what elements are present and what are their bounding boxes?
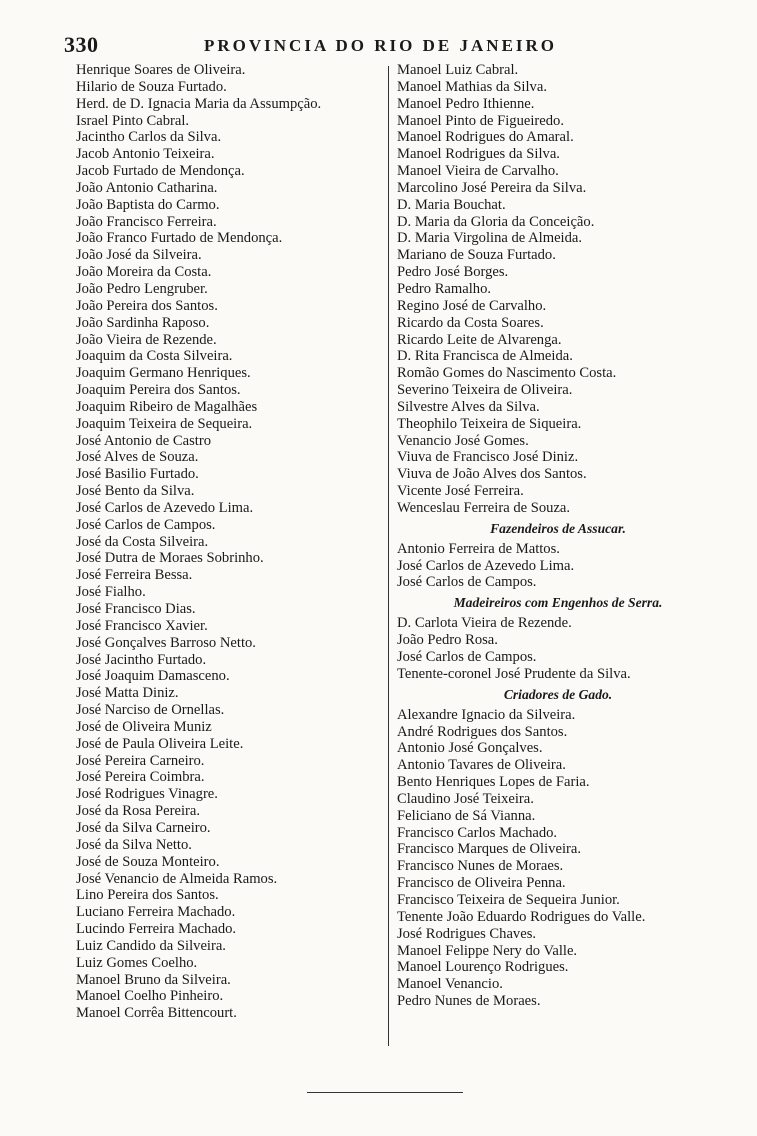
- list-item: José Carlos de Campos.: [397, 574, 537, 591]
- list-item: Lino Pereira dos Santos.: [76, 887, 219, 904]
- list-item: José Rodrigues Chaves.: [397, 925, 537, 942]
- list-item: José Carlos de Azevedo Lima.: [76, 499, 254, 516]
- list-item: José Rodrigues Vinagre.: [76, 786, 218, 803]
- list-item: José Francisco Xavier.: [76, 617, 208, 634]
- list-item: Bento Henriques Lopes de Faria.: [397, 774, 590, 791]
- list-item: Hilario de Souza Furtado.: [76, 78, 227, 95]
- list-item: José Pereira Carneiro.: [76, 752, 205, 769]
- list-item: Silvestre Alves da Silva.: [397, 398, 540, 415]
- list-item: Manoel Corrêa Bittencourt.: [76, 1005, 237, 1022]
- list-item: João Pedro Rosa.: [397, 632, 498, 649]
- list-item: João Baptista do Carmo.: [76, 196, 220, 213]
- list-item: Pedro José Borges.: [397, 264, 509, 281]
- column-divider: [388, 66, 389, 1046]
- list-item: D. Maria Bouchat.: [397, 196, 506, 213]
- list-item: José Carlos de Campos.: [397, 649, 537, 665]
- page-number: 330: [64, 32, 99, 57]
- list-item: José da Silva Carneiro.: [76, 819, 211, 836]
- list-item: Regino José de Carvalho.: [397, 297, 547, 314]
- list-item: José Ferreira Bessa.: [76, 567, 193, 584]
- list-item: João Sardinha Raposo.: [76, 314, 210, 331]
- list-item: Manoel Venancio.: [397, 976, 503, 993]
- list-item: Manoel Felippe Nery do Valle.: [397, 942, 578, 959]
- list-item: José Francisco Dias.: [76, 601, 196, 617]
- list-item: José Carlos de Campos.: [76, 516, 216, 533]
- list-item: Herd. de D. Ignacia Maria da Assumpção.: [76, 95, 322, 112]
- list-item: Ricardo da Costa Soares.: [397, 314, 544, 331]
- list-item: José Fialho.: [76, 584, 146, 601]
- list-item: José Narciso de Ornellas.: [76, 702, 225, 719]
- list-item: José Alves de Souza.: [76, 449, 199, 466]
- list-item: João Pereira dos Santos.: [76, 297, 218, 314]
- list-item: Vicente José Ferreira.: [397, 483, 524, 500]
- page-header: [64, 32, 704, 58]
- list-item: José Jacintho Furtado.: [76, 651, 207, 668]
- list-item: José Gonçalves Barroso Netto.: [76, 634, 256, 651]
- list-item: Viuva de Francisco José Diniz.: [397, 449, 579, 466]
- list-item: José de Souza Monteiro.: [76, 853, 220, 870]
- list-item: Francisco Nunes de Moraes.: [397, 858, 564, 875]
- list-item: João José da Silveira.: [76, 247, 202, 264]
- list-item: D. Rita Francisca de Almeida.: [397, 348, 573, 365]
- list-item: Jacob Antonio Teixeira.: [76, 146, 215, 163]
- list-item: Pedro Nunes de Moraes.: [397, 993, 541, 1010]
- list-item: João Antonio Catharina.: [76, 179, 218, 196]
- list-item: Manoel Coelho Pinheiro.: [76, 988, 224, 1005]
- list-item: José da Costa Silveira.: [76, 533, 209, 550]
- list-item: José Carlos de Azevedo Lima.: [397, 557, 575, 574]
- list-item: Viuva de João Alves dos Santos.: [397, 466, 587, 483]
- list-item: Feliciano de Sá Vianna.: [397, 807, 536, 824]
- assucar-name-list: [393, 541, 723, 592]
- list-item: Manoel Rodrigues do Amaral.: [397, 129, 574, 146]
- list-item: Pedro Ramalho.: [397, 280, 492, 297]
- list-item: José Basilio Furtado.: [76, 466, 199, 483]
- list-item: José Antonio de Castro: [76, 432, 211, 449]
- section-heading-assucar: Fazendeiros de Assucar.: [490, 520, 626, 536]
- list-item: Manoel Bruno da Silveira.: [76, 971, 231, 988]
- running-title: PROVINCIA DO RIO DE JANEIRO: [204, 36, 558, 55]
- list-item: Jacob Furtado de Mendonça.: [76, 163, 245, 180]
- list-item: João Pedro Lengruber.: [76, 280, 208, 297]
- list-item: Manoel Luiz Cabral.: [397, 62, 519, 78]
- list-item: Manoel Vieira de Carvalho.: [397, 163, 559, 180]
- list-item: José de Oliveira Muniz: [76, 718, 212, 735]
- section-heading-serra: Madeireiros com Engenhos de Serra.: [453, 595, 663, 611]
- serra-name-list: [393, 615, 723, 682]
- left-name-list: [66, 62, 386, 1022]
- list-item: Joaquim Teixeira de Sequeira.: [76, 415, 253, 432]
- list-item: Manoel Pinto de Figueiredo.: [397, 112, 564, 129]
- list-item: Venancio José Gomes.: [397, 432, 529, 449]
- list-item: João Moreira da Costa.: [76, 264, 212, 281]
- list-item: José Venancio de Almeida Ramos.: [76, 870, 278, 887]
- list-item: D. Carlota Vieira de Rezende.: [397, 615, 572, 632]
- list-item: Joaquim da Costa Silveira.: [76, 348, 233, 365]
- list-item: João Franco Furtado de Mendonça.: [76, 230, 283, 247]
- list-item: Joaquim Germano Henriques.: [76, 365, 251, 382]
- list-item: Joaquim Pereira dos Santos.: [76, 382, 241, 399]
- list-item: Wenceslau Ferreira de Souza.: [397, 499, 571, 516]
- list-item: Jacintho Carlos da Silva.: [76, 129, 222, 146]
- list-item: Luiz Candido da Silveira.: [76, 937, 226, 954]
- list-item: D. Maria da Gloria da Conceição.: [397, 213, 595, 230]
- list-item: Henrique Soares de Oliveira.: [76, 62, 246, 78]
- list-item: Antonio Ferreira de Mattos.: [397, 540, 560, 557]
- list-item: Severino Teixeira de Oliveira.: [397, 382, 573, 399]
- list-item: José Matta Diniz.: [76, 685, 179, 702]
- list-item: D. Maria Virgolina de Almeida.: [397, 230, 583, 247]
- list-item: José de Paula Oliveira Leite.: [76, 735, 244, 752]
- list-item: José Bento da Silva.: [76, 483, 195, 500]
- list-item: Francisco Marques de Oliveira.: [397, 841, 581, 858]
- list-item: Manoel Pedro Ithienne.: [397, 95, 535, 112]
- list-item: Antonio José Gonçalves.: [397, 740, 543, 757]
- left-column: [66, 62, 386, 1022]
- list-item: Romão Gomes do Nascimento Costa.: [397, 365, 617, 382]
- list-item: Antonio Tavares de Oliveira.: [397, 757, 566, 774]
- section-heading-gado: Criadores de Gado.: [503, 686, 613, 702]
- list-item: Joaquim Ribeiro de Magalhães: [76, 398, 258, 415]
- list-item: Manoel Mathias da Silva.: [397, 78, 547, 95]
- list-item: Marcolino José Pereira da Silva.: [397, 179, 587, 196]
- list-item: André Rodrigues dos Santos.: [397, 723, 568, 740]
- list-item: Ricardo Leite de Alvarenga.: [397, 331, 562, 348]
- list-item: João Francisco Ferreira.: [76, 213, 217, 230]
- list-item: Francisco Carlos Machado.: [397, 824, 558, 841]
- list-item: José da Rosa Pereira.: [76, 803, 201, 820]
- list-item: Mariano de Souza Furtado.: [397, 247, 556, 264]
- list-item: Lucindo Ferreira Machado.: [76, 921, 237, 938]
- right-column: [393, 62, 723, 1010]
- gado-name-list: [393, 707, 723, 1010]
- list-item: José da Silva Netto.: [76, 836, 192, 853]
- list-item: João Vieira de Rezende.: [76, 331, 217, 348]
- list-item: Israel Pinto Cabral.: [76, 112, 190, 129]
- right-name-list: [393, 62, 723, 517]
- list-item: José Dutra de Moraes Sobrinho.: [76, 550, 264, 567]
- list-item: Manoel Rodrigues da Silva.: [397, 146, 560, 163]
- list-item: Tenente João Eduardo Rodrigues do Valle.: [397, 908, 646, 925]
- list-item: Alexandre Ignacio da Silveira.: [397, 706, 576, 723]
- list-item: Luiz Gomes Coelho.: [76, 954, 198, 971]
- list-item: Claudino José Teixeira.: [397, 790, 534, 807]
- list-item: Francisco Teixeira de Sequeira Junior.: [397, 891, 620, 908]
- list-item: Tenente-coronel José Prudente da Silva.: [397, 665, 631, 682]
- list-item: Luciano Ferreira Machado.: [76, 904, 236, 921]
- list-item: Manoel Lourenço Rodrigues.: [397, 959, 569, 976]
- list-item: José Joaquim Damasceno.: [76, 668, 230, 685]
- list-item: Francisco de Oliveira Penna.: [397, 875, 566, 892]
- bottom-rule: [307, 1092, 463, 1093]
- list-item: Theophilo Teixeira de Siqueira.: [397, 415, 582, 432]
- list-item: José Pereira Coimbra.: [76, 769, 205, 786]
